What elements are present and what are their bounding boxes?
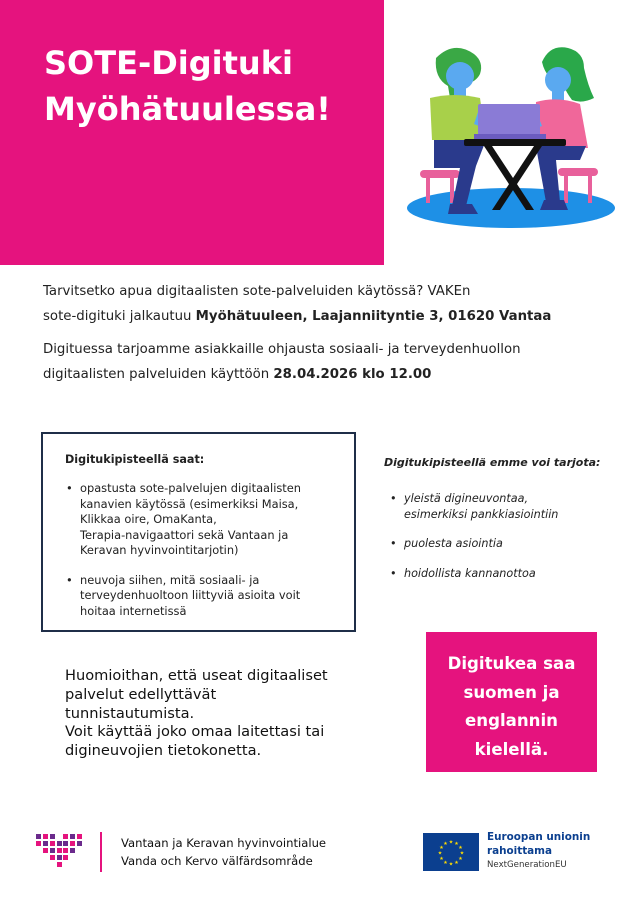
eu-star-icon: ★ bbox=[443, 860, 448, 866]
event-location: Myöhätuuleen, Laajanniityntie 3, 01620 Vantaa bbox=[195, 309, 552, 324]
list-item bbox=[384, 566, 624, 582]
language-line: Digitukea saa bbox=[447, 654, 576, 673]
organization-name bbox=[121, 834, 326, 870]
list-item bbox=[384, 491, 624, 522]
list-item-line: Keravan hyvinvointitarjotin) bbox=[80, 543, 239, 557]
title-line-2: Myöhätuulessa! bbox=[44, 90, 331, 128]
list-item bbox=[384, 536, 624, 552]
eu-star-icon: ★ bbox=[448, 861, 454, 868]
eu-star-icon: ★ bbox=[437, 850, 443, 857]
list-item bbox=[65, 481, 355, 559]
services-not-offered-list bbox=[384, 491, 624, 581]
list-item-line: • puolesta asiointia bbox=[404, 537, 503, 550]
intro-line-4 bbox=[43, 362, 603, 387]
eu-star-icon: ★ bbox=[448, 839, 454, 846]
footer-divider bbox=[100, 832, 102, 872]
eu-star-icon: ★ bbox=[459, 850, 465, 857]
eu-star-icon: ★ bbox=[458, 856, 463, 862]
eu-funding-label bbox=[487, 830, 590, 872]
eu-star-icon: ★ bbox=[458, 845, 463, 851]
notice-line: digineuvojien tietokonetta. bbox=[65, 742, 262, 760]
notice-line: Voit käyttää joko omaa laitettasi tai bbox=[65, 723, 325, 741]
list-item-line: terveydenhuoltoon liittyviä asioita voit bbox=[80, 588, 301, 602]
services-offered-heading: Digitukipisteellä saat: bbox=[65, 453, 205, 466]
list-item-line: hoitaa internetissä bbox=[80, 603, 187, 618]
list-item-line: Klikkaa oire, OmaKanta, bbox=[80, 512, 217, 526]
eu-star-icon: ★ bbox=[454, 841, 459, 847]
page-title bbox=[44, 40, 331, 132]
eu-funding-line-2: rahoittama bbox=[487, 845, 553, 857]
list-item-line: kanavien käytössä (esimerkiksi Maisa, bbox=[80, 496, 299, 511]
intro-line-1: Tarvitsetko apua digitaalisten sote-palveluiden käytössä? VAKEn bbox=[43, 284, 471, 299]
list-item-line: • neuvoja siihen, mitä sosiaali- ja bbox=[80, 572, 260, 587]
wellbeing-services-logo bbox=[36, 834, 82, 870]
title-line-1: SOTE-Digituki bbox=[44, 44, 293, 82]
eu-flag-icon bbox=[423, 833, 479, 871]
list-item-line: esimerkiksi pankkiasiointiin bbox=[404, 507, 559, 521]
event-datetime: 28.04.2026 klo 12.00 bbox=[273, 367, 432, 382]
list-item bbox=[65, 573, 355, 620]
eu-star-icon: ★ bbox=[439, 845, 444, 851]
language-info-text bbox=[426, 650, 597, 764]
intro-line-2 bbox=[43, 304, 603, 329]
language-info-box bbox=[426, 632, 597, 772]
notice-line: palvelut edellyttävät bbox=[65, 685, 217, 703]
language-line: kielellä. bbox=[474, 739, 549, 759]
intro-line-3: Digituessa tarjoamme asiakkaille ohjausta sosiaali- ja terveydenhuollon bbox=[43, 342, 521, 357]
intro-line-4-text: digitaalisten palveluiden käyttöön bbox=[43, 367, 274, 382]
eu-star-icon: ★ bbox=[439, 856, 444, 862]
notice-line: tunnistautumista. bbox=[65, 704, 195, 722]
eu-star-icon: ★ bbox=[454, 860, 459, 866]
list-item-line: • yleistä digineuvontaa, bbox=[404, 492, 529, 505]
hero-banner bbox=[0, 0, 384, 265]
services-not-offered-heading: Digitukipisteellä emme voi tarjota: bbox=[384, 456, 601, 469]
intro-text bbox=[43, 279, 603, 387]
notice-line: Huomioithan, että useat digitaaliset bbox=[65, 667, 328, 684]
list-item-line: • opastusta sote-palvelujen digitaalisten bbox=[80, 481, 301, 495]
eu-star-icon: ★ bbox=[443, 841, 448, 847]
eu-funding-line-1: Euroopan unionin bbox=[487, 831, 591, 843]
language-line: suomen ja bbox=[463, 682, 560, 702]
services-offered-list bbox=[65, 481, 355, 619]
intro-line-2-text: sote-digituki jalkautuu bbox=[43, 309, 196, 324]
services-not-offered bbox=[384, 456, 624, 581]
eu-funding-line-3: NextGenerationEU bbox=[487, 860, 567, 870]
identification-notice bbox=[65, 667, 395, 761]
list-item-line: • hoidollista kannanottoa bbox=[404, 566, 536, 580]
list-item-line: Terapia-navigaattori sekä Vantaan ja bbox=[80, 527, 289, 542]
organization-name-swedish: Vanda och Kervo välfärdsområde bbox=[121, 854, 313, 868]
language-line: englannin bbox=[465, 711, 558, 730]
services-offered-box bbox=[41, 432, 356, 632]
two-people-at-laptop-illustration bbox=[398, 40, 624, 230]
organization-name-finnish: Vantaan ja Keravan hyvinvointialue bbox=[121, 836, 327, 850]
